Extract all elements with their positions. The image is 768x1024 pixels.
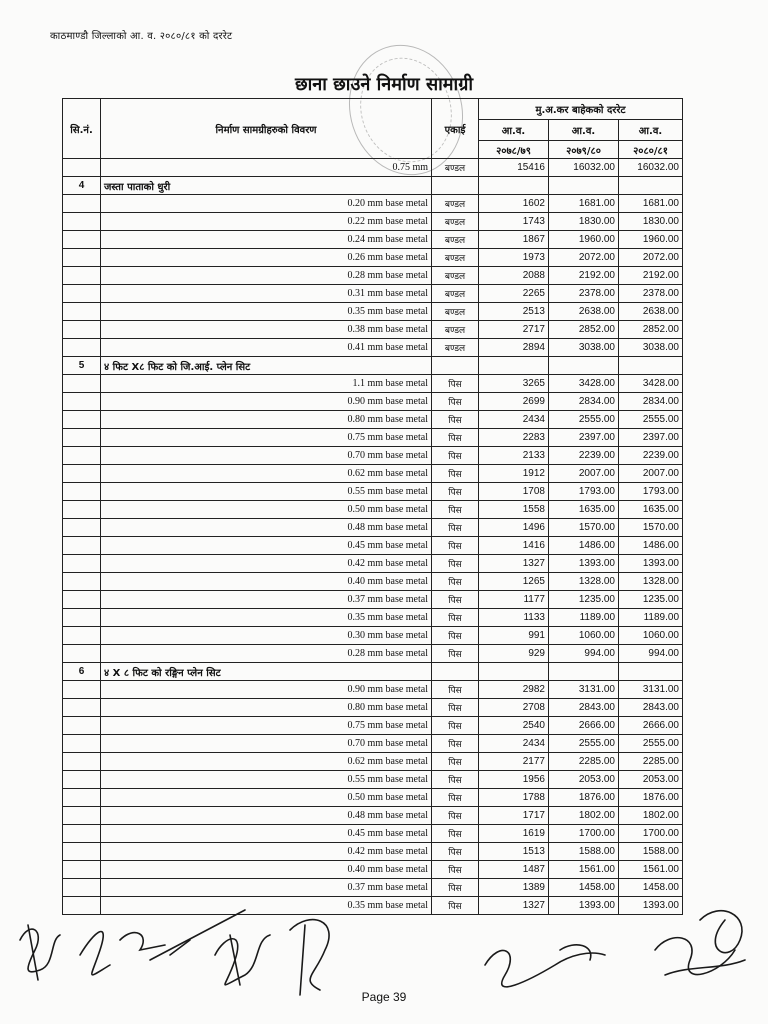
row-rate-2080-81: 1681.00 <box>619 195 683 213</box>
row-rate-2080-81: 1876.00 <box>619 789 683 807</box>
group-header-row <box>63 663 683 681</box>
row-rate-2078-79: 1513 <box>479 843 549 861</box>
group-title: जस्ता पाताको धुरी <box>101 177 432 195</box>
row-rate-2080-81: 2007.00 <box>619 465 683 483</box>
row-rate-2078-79: 2434 <box>479 735 549 753</box>
row-desc: 0.45 mm base metal <box>101 825 432 843</box>
row-rate-2078-79: 2265 <box>479 285 549 303</box>
row-rate-2080-81: 16032.00 <box>619 159 683 177</box>
row-rate-2078-79: 2283 <box>479 429 549 447</box>
row-rate-2079-80: 3131.00 <box>549 681 619 699</box>
row-rate-2079-80: 1235.00 <box>549 591 619 609</box>
row-rate-2080-81: 1328.00 <box>619 573 683 591</box>
row-rate-2078-79: 1133 <box>479 609 549 627</box>
row-unit: बण्डल <box>432 195 479 213</box>
row-unit: बण्डल <box>432 267 479 285</box>
row-desc: 0.35 mm base metal <box>101 609 432 627</box>
row-rate-2080-81: 1486.00 <box>619 537 683 555</box>
row-rate-2078-79: 2513 <box>479 303 549 321</box>
row-rate-2078-79: 2982 <box>479 681 549 699</box>
row-rate-2079-80: 1588.00 <box>549 843 619 861</box>
row-rate-2078-79: 1416 <box>479 537 549 555</box>
row-rate-2080-81: 1393.00 <box>619 555 683 573</box>
row-rate-2078-79: 2133 <box>479 447 549 465</box>
col-header-year: २०८०/८१ <box>619 141 683 159</box>
row-rate-2079-80: 2852.00 <box>549 321 619 339</box>
page-title: छाना छाउने निर्माण सामाग्री <box>294 74 474 95</box>
row-rate-2080-81: 1561.00 <box>619 861 683 879</box>
table-row <box>63 771 683 789</box>
row-unit: पिस <box>432 843 479 861</box>
row-rate-2079-80: 2397.00 <box>549 429 619 447</box>
row-unit: पिस <box>432 807 479 825</box>
group-header-row <box>63 177 683 195</box>
row-desc: 0.42 mm base metal <box>101 843 432 861</box>
row-rate-2080-81: 1235.00 <box>619 591 683 609</box>
row-rate-2078-79: 2088 <box>479 267 549 285</box>
row-unit: पिस <box>432 825 479 843</box>
row-rate-2080-81: 2638.00 <box>619 303 683 321</box>
row-rate-2078-79: 1867 <box>479 231 549 249</box>
row-desc: 0.75 mm <box>101 159 432 177</box>
row-rate-2080-81: 994.00 <box>619 645 683 663</box>
row-rate-2079-80: 1570.00 <box>549 519 619 537</box>
row-desc: 0.41 mm base metal <box>101 339 432 357</box>
row-rate-2079-80: 1830.00 <box>549 213 619 231</box>
row-desc: 0.70 mm base metal <box>101 735 432 753</box>
table-row <box>63 681 683 699</box>
row-unit: पिस <box>432 753 479 771</box>
table-row <box>63 213 683 231</box>
row-desc: 0.45 mm base metal <box>101 537 432 555</box>
row-rate-2078-79: 1177 <box>479 591 549 609</box>
row-rate-2079-80: 1393.00 <box>549 897 619 915</box>
row-rate-2080-81: 2834.00 <box>619 393 683 411</box>
row-desc: 0.55 mm base metal <box>101 771 432 789</box>
row-rate-2079-80: 1700.00 <box>549 825 619 843</box>
row-rate-2078-79: 1619 <box>479 825 549 843</box>
row-desc: 0.50 mm base metal <box>101 501 432 519</box>
table-row <box>63 591 683 609</box>
row-rate-2080-81: 1588.00 <box>619 843 683 861</box>
row-rate-2078-79: 2708 <box>479 699 549 717</box>
table-row <box>63 465 683 483</box>
group-sn: 4 <box>63 177 101 195</box>
row-desc: 1.1 mm base metal <box>101 375 432 393</box>
row-rate-2079-80: 16032.00 <box>549 159 619 177</box>
row-rate-2079-80: 2285.00 <box>549 753 619 771</box>
row-rate-2080-81: 2397.00 <box>619 429 683 447</box>
table-row <box>63 555 683 573</box>
row-unit: बण्डल <box>432 321 479 339</box>
row-rate-2079-80: 2378.00 <box>549 285 619 303</box>
row-rate-2078-79: 2434 <box>479 411 549 429</box>
row-unit: पिस <box>432 645 479 663</box>
row-desc: 0.48 mm base metal <box>101 519 432 537</box>
row-rate-2080-81: 2666.00 <box>619 717 683 735</box>
row-desc: 0.50 mm base metal <box>101 789 432 807</box>
row-desc: 0.40 mm base metal <box>101 573 432 591</box>
row-rate-2080-81: 1570.00 <box>619 519 683 537</box>
row-unit: पिस <box>432 501 479 519</box>
table-row <box>63 447 683 465</box>
col-header-sn: सि.नं. <box>63 99 101 159</box>
row-rate-2080-81: 3038.00 <box>619 339 683 357</box>
row-rate-2079-80: 1486.00 <box>549 537 619 555</box>
row-rate-2079-80: 1793.00 <box>549 483 619 501</box>
table-row <box>63 537 683 555</box>
table-row <box>63 627 683 645</box>
row-rate-2078-79: 2717 <box>479 321 549 339</box>
row-desc: 0.48 mm base metal <box>101 807 432 825</box>
row-rate-2078-79: 1743 <box>479 213 549 231</box>
row-rate-2079-80: 1189.00 <box>549 609 619 627</box>
header-note: काठमाण्डौ जिल्लाको आ. व. २०८०/८१ को दररेट <box>50 31 233 42</box>
row-unit: बण्डल <box>432 303 479 321</box>
row-rate-2078-79: 929 <box>479 645 549 663</box>
row-unit: पिस <box>432 483 479 501</box>
row-unit: पिस <box>432 861 479 879</box>
row-unit: पिस <box>432 429 479 447</box>
table-row <box>63 249 683 267</box>
table-row <box>63 411 683 429</box>
row-rate-2078-79: 15416 <box>479 159 549 177</box>
row-unit: बण्डल <box>432 249 479 267</box>
table-row <box>63 195 683 213</box>
group-sn: 6 <box>63 663 101 681</box>
row-unit: पिस <box>432 465 479 483</box>
row-rate-2078-79: 1558 <box>479 501 549 519</box>
table-row <box>63 609 683 627</box>
row-unit: बण्डल <box>432 231 479 249</box>
group-header-row <box>63 357 683 375</box>
row-unit: पिस <box>432 681 479 699</box>
row-desc: 0.90 mm base metal <box>101 681 432 699</box>
table-row <box>63 519 683 537</box>
row-desc: 0.31 mm base metal <box>101 285 432 303</box>
row-rate-2079-80: 1328.00 <box>549 573 619 591</box>
row-unit: पिस <box>432 771 479 789</box>
table-row <box>63 483 683 501</box>
row-rate-2080-81: 1830.00 <box>619 213 683 231</box>
row-rate-2080-81: 2555.00 <box>619 735 683 753</box>
row-unit: पिस <box>432 375 479 393</box>
table-row <box>63 303 683 321</box>
row-unit: पिस <box>432 393 479 411</box>
table-row <box>63 339 683 357</box>
table-row <box>63 843 683 861</box>
row-rate-2079-80: 3038.00 <box>549 339 619 357</box>
rates-table <box>62 98 683 915</box>
table-row <box>63 267 683 285</box>
row-unit: पिस <box>432 609 479 627</box>
row-desc: 0.30 mm base metal <box>101 627 432 645</box>
row-rate-2078-79: 2177 <box>479 753 549 771</box>
row-rate-2078-79: 1496 <box>479 519 549 537</box>
row-rate-2079-80: 2666.00 <box>549 717 619 735</box>
row-unit: पिस <box>432 897 479 915</box>
row-rate-2078-79: 1973 <box>479 249 549 267</box>
row-unit: पिस <box>432 717 479 735</box>
row-rate-2079-80: 1458.00 <box>549 879 619 897</box>
rates-body <box>63 159 683 915</box>
row-unit: पिस <box>432 789 479 807</box>
table-row <box>63 645 683 663</box>
row-unit: पिस <box>432 735 479 753</box>
table-row <box>63 789 683 807</box>
row-unit: बण्डल <box>432 339 479 357</box>
row-desc: 0.80 mm base metal <box>101 699 432 717</box>
row-rate-2078-79: 1602 <box>479 195 549 213</box>
row-rate-2080-81: 1960.00 <box>619 231 683 249</box>
table-row <box>63 429 683 447</box>
row-unit: पिस <box>432 555 479 573</box>
col-header-rate-group: मु.अ.कर बाहेकको दररेट <box>479 99 683 120</box>
row-rate-2080-81: 2239.00 <box>619 447 683 465</box>
row-rate-2079-80: 2192.00 <box>549 267 619 285</box>
row-rate-2079-80: 2638.00 <box>549 303 619 321</box>
row-rate-2078-79: 2540 <box>479 717 549 735</box>
row-unit: पिस <box>432 447 479 465</box>
row-desc: 0.62 mm base metal <box>101 465 432 483</box>
row-rate-2079-80: 3428.00 <box>549 375 619 393</box>
row-rate-2078-79: 1956 <box>479 771 549 789</box>
row-rate-2079-80: 1681.00 <box>549 195 619 213</box>
row-rate-2078-79: 1717 <box>479 807 549 825</box>
row-rate-2080-81: 2192.00 <box>619 267 683 285</box>
row-rate-2078-79: 1389 <box>479 879 549 897</box>
row-unit: बण्डल <box>432 285 479 303</box>
row-rate-2080-81: 1189.00 <box>619 609 683 627</box>
group-title: ४ फिट X८ फिट को जि.आई. प्लेन सिट <box>101 357 432 375</box>
row-rate-2079-80: 2007.00 <box>549 465 619 483</box>
row-rate-2078-79: 1327 <box>479 555 549 573</box>
row-rate-2080-81: 1802.00 <box>619 807 683 825</box>
row-rate-2080-81: 2555.00 <box>619 411 683 429</box>
row-unit: पिस <box>432 537 479 555</box>
row-desc: 0.38 mm base metal <box>101 321 432 339</box>
table-row <box>63 573 683 591</box>
row-rate-2080-81: 1793.00 <box>619 483 683 501</box>
table-row <box>63 699 683 717</box>
row-rate-2080-81: 2378.00 <box>619 285 683 303</box>
row-rate-2080-81: 2852.00 <box>619 321 683 339</box>
row-rate-2079-80: 2843.00 <box>549 699 619 717</box>
group-sn: 5 <box>63 357 101 375</box>
row-rate-2079-80: 994.00 <box>549 645 619 663</box>
row-rate-2080-81: 2843.00 <box>619 699 683 717</box>
row-rate-2079-80: 1802.00 <box>549 807 619 825</box>
col-header-year-label: आ.व. <box>619 120 683 141</box>
row-rate-2080-81: 2285.00 <box>619 753 683 771</box>
row-desc: 0.35 mm base metal <box>101 897 432 915</box>
col-header-desc: निर्माण सामग्रीहरुको विवरण <box>101 99 432 159</box>
row-rate-2078-79: 1327 <box>479 897 549 915</box>
table-row <box>63 375 683 393</box>
table-row <box>63 231 683 249</box>
row-rate-2079-80: 2239.00 <box>549 447 619 465</box>
table-row <box>63 753 683 771</box>
row-unit: बण्डल <box>432 213 479 231</box>
table-row <box>63 393 683 411</box>
row-unit: पिस <box>432 879 479 897</box>
row-rate-2079-80: 2834.00 <box>549 393 619 411</box>
row-desc: 0.24 mm base metal <box>101 231 432 249</box>
row-desc: 0.75 mm base metal <box>101 429 432 447</box>
row-rate-2080-81: 3131.00 <box>619 681 683 699</box>
table-row <box>63 807 683 825</box>
table-row <box>63 321 683 339</box>
row-rate-2079-80: 1561.00 <box>549 861 619 879</box>
row-desc: 0.28 mm base metal <box>101 267 432 285</box>
row-rate-2078-79: 1912 <box>479 465 549 483</box>
row-desc: 0.37 mm base metal <box>101 879 432 897</box>
row-rate-2080-81: 1458.00 <box>619 879 683 897</box>
row-rate-2080-81: 1393.00 <box>619 897 683 915</box>
row-desc: 0.22 mm base metal <box>101 213 432 231</box>
row-desc: 0.70 mm base metal <box>101 447 432 465</box>
table-row <box>63 825 683 843</box>
row-unit: बण्डल <box>432 159 479 177</box>
row-rate-2079-80: 1635.00 <box>549 501 619 519</box>
row-rate-2078-79: 1265 <box>479 573 549 591</box>
row-rate-2078-79: 991 <box>479 627 549 645</box>
row-unit: पिस <box>432 519 479 537</box>
row-unit: पिस <box>432 699 479 717</box>
col-header-year-label: आ.व. <box>479 120 549 141</box>
row-rate-2080-81: 2053.00 <box>619 771 683 789</box>
row-rate-2079-80: 1876.00 <box>549 789 619 807</box>
row-rate-2079-80: 1393.00 <box>549 555 619 573</box>
col-header-year-label: आ.व. <box>549 120 619 141</box>
row-rate-2078-79: 3265 <box>479 375 549 393</box>
row-desc: 0.75 mm base metal <box>101 717 432 735</box>
table-row <box>63 501 683 519</box>
row-unit: पिस <box>432 411 479 429</box>
table-row <box>63 861 683 879</box>
row-desc: 0.26 mm base metal <box>101 249 432 267</box>
row-rate-2080-81: 2072.00 <box>619 249 683 267</box>
row-rate-2080-81: 1635.00 <box>619 501 683 519</box>
row-rate-2079-80: 1060.00 <box>549 627 619 645</box>
table-row <box>63 735 683 753</box>
row-rate-2079-80: 2555.00 <box>549 735 619 753</box>
row-rate-2078-79: 1708 <box>479 483 549 501</box>
row-rate-2080-81: 1700.00 <box>619 825 683 843</box>
row-rate-2078-79: 1487 <box>479 861 549 879</box>
row-rate-2079-80: 2072.00 <box>549 249 619 267</box>
row-rate-2078-79: 2894 <box>479 339 549 357</box>
col-header-year: २०७८/७९ <box>479 141 549 159</box>
row-desc: 0.55 mm base metal <box>101 483 432 501</box>
row-rate-2079-80: 2555.00 <box>549 411 619 429</box>
row-desc: 0.90 mm base metal <box>101 393 432 411</box>
row-desc: 0.40 mm base metal <box>101 861 432 879</box>
row-desc: 0.35 mm base metal <box>101 303 432 321</box>
group-title: ४ X ८ फिट को रङ्गिन प्लेन सिट <box>101 663 432 681</box>
row-rate-2079-80: 1960.00 <box>549 231 619 249</box>
row-rate-2078-79: 2699 <box>479 393 549 411</box>
row-rate-2080-81: 3428.00 <box>619 375 683 393</box>
page-number: Page 39 <box>361 990 407 1004</box>
row-unit: पिस <box>432 627 479 645</box>
row-rate-2078-79: 1788 <box>479 789 549 807</box>
row-desc: 0.80 mm base metal <box>101 411 432 429</box>
row-unit: पिस <box>432 591 479 609</box>
row-unit: पिस <box>432 573 479 591</box>
col-header-unit: एकाई <box>432 99 479 159</box>
col-header-year: २०७९/८० <box>549 141 619 159</box>
table-row <box>63 285 683 303</box>
row-desc: 0.20 mm base metal <box>101 195 432 213</box>
row-desc: 0.62 mm base metal <box>101 753 432 771</box>
row-desc: 0.42 mm base metal <box>101 555 432 573</box>
table-row <box>63 717 683 735</box>
table-row <box>63 159 683 177</box>
row-rate-2079-80: 2053.00 <box>549 771 619 789</box>
row-desc: 0.28 mm base metal <box>101 645 432 663</box>
row-desc: 0.37 mm base metal <box>101 591 432 609</box>
row-rate-2080-81: 1060.00 <box>619 627 683 645</box>
